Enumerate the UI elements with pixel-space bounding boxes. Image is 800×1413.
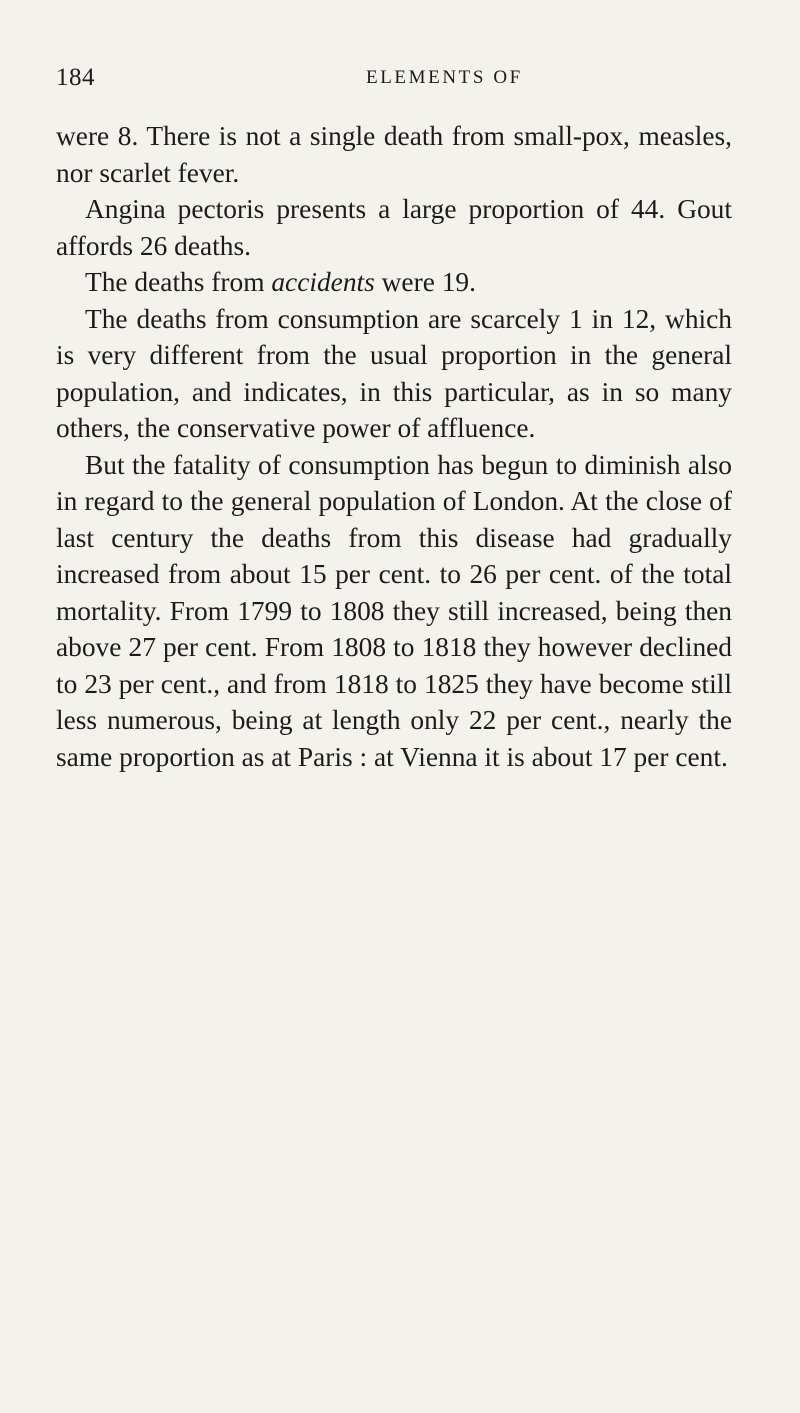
page-header	[56, 60, 736, 96]
running-head: ELEMENTS OF	[366, 67, 523, 88]
italic-term: accidents	[271, 267, 375, 297]
text-run: The deaths from	[85, 267, 272, 297]
paragraph	[56, 264, 732, 301]
body-text	[56, 118, 732, 775]
text-run: were 19.	[374, 267, 476, 297]
text-run: Angina pectoris presents a large proportion of 44. Gout affords 26 deaths.	[56, 194, 732, 261]
text-run: were 8. There is not a single death from small-pox, measles, nor scarlet fever.	[56, 121, 732, 188]
page-number: 184	[56, 64, 95, 91]
text-run: But the fatality of consumption has begun to diminish also in regard to the general population of London. At the close of last century the deaths from this disease had gradually increased from about 15 per cent. to 26 per cent. of the total mortality. From 1799 to 1808 they still increased, being then above 27 per cent. From 1808 to 1818 they however declined to 23 per cent., and from 1818 to 1825 they have become still less numerous, being at length only 22 per cent., nearly the same proportion as at Paris : at Vienna it is about 17 per cent.	[56, 449, 732, 772]
text-run: The deaths from consumption are scarcely 1 in 12, which is very different from the usual proportion in the general population, and indicates, in this particular, as in so many others, the conservative power of affluence.	[56, 303, 732, 443]
paragraph	[56, 191, 732, 264]
paragraph	[56, 118, 732, 191]
paragraph	[56, 301, 732, 447]
paragraph	[56, 447, 732, 776]
